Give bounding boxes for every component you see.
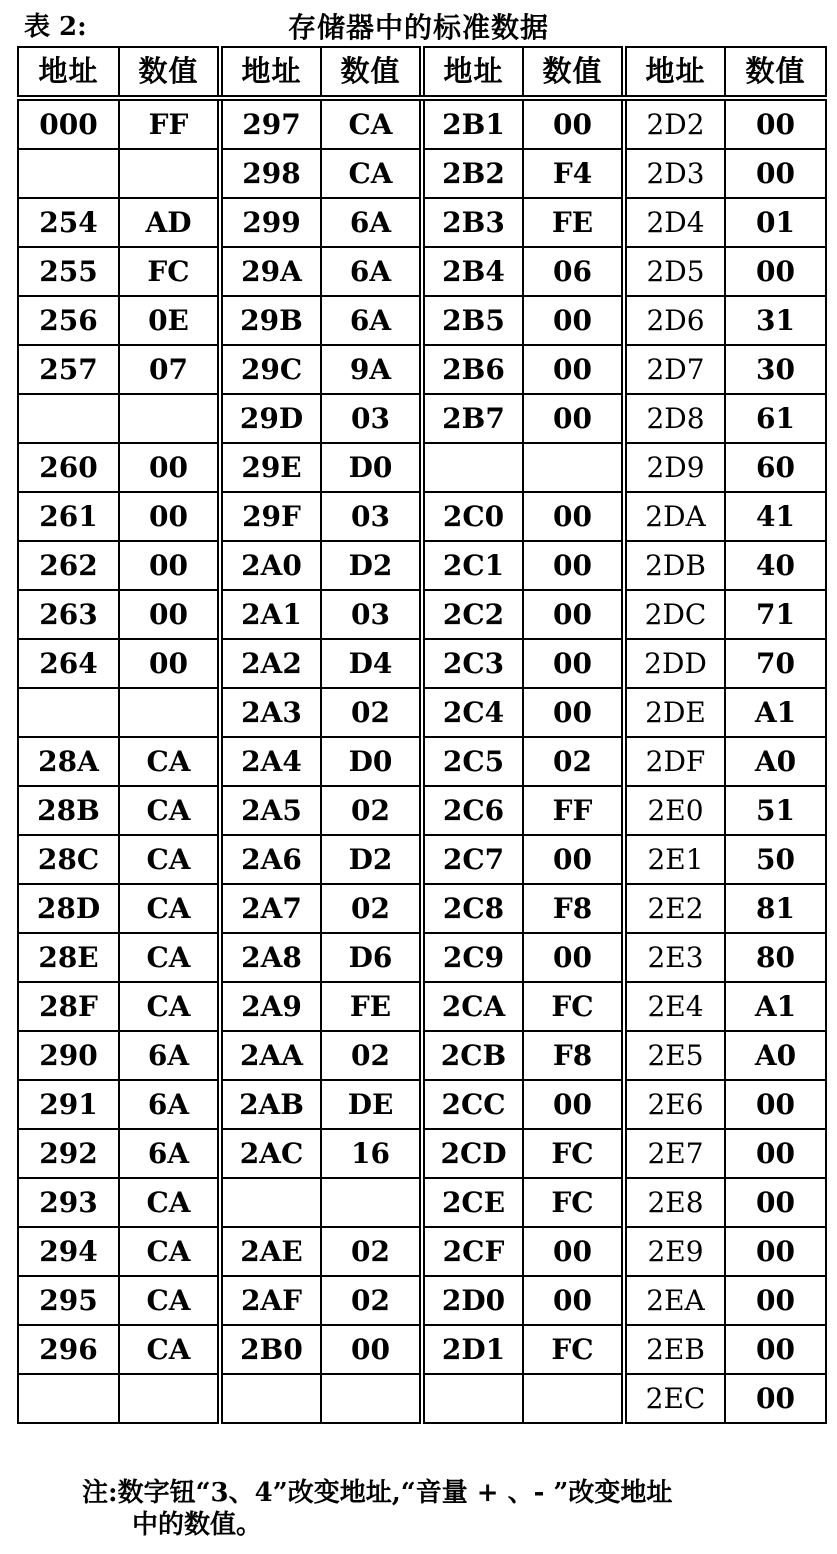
address-cell: 2CA [422, 982, 523, 1031]
value-cell: CA [119, 835, 220, 884]
value-cell: 00 [725, 1227, 826, 1276]
value-cell: 00 [523, 1080, 624, 1129]
address-cell [18, 1374, 119, 1423]
address-cell: 2DF [624, 737, 725, 786]
value-cell: 00 [523, 688, 624, 737]
table-row [18, 198, 826, 247]
address-cell: 2A0 [220, 541, 321, 590]
address-cell: 254 [18, 198, 119, 247]
address-cell [422, 1374, 523, 1423]
value-cell: 02 [321, 884, 422, 933]
table-row [18, 296, 826, 345]
address-cell: 2DC [624, 590, 725, 639]
address-cell: 28F [18, 982, 119, 1031]
value-cell: 01 [725, 198, 826, 247]
value-cell: F4 [523, 149, 624, 198]
table-row [18, 639, 826, 688]
value-cell: 6A [321, 247, 422, 296]
address-cell: 2A5 [220, 786, 321, 835]
address-cell: 2CE [422, 1178, 523, 1227]
value-cell: 0E [119, 296, 220, 345]
value-cell: 00 [119, 443, 220, 492]
address-cell [220, 1178, 321, 1227]
value-cell: D2 [321, 835, 422, 884]
value-cell: A0 [725, 1031, 826, 1080]
value-cell: 00 [725, 149, 826, 198]
value-cell [119, 149, 220, 198]
value-cell: D4 [321, 639, 422, 688]
address-cell: 2C6 [422, 786, 523, 835]
table-row [18, 1325, 826, 1374]
value-cell: 00 [523, 639, 624, 688]
value-cell: F8 [523, 1031, 624, 1080]
address-cell: 2D5 [624, 247, 725, 296]
address-cell: 2E7 [624, 1129, 725, 1178]
address-cell: 2A8 [220, 933, 321, 982]
value-cell: 06 [523, 247, 624, 296]
address-cell: 2C2 [422, 590, 523, 639]
table-row [18, 1129, 826, 1178]
address-cell: 2DB [624, 541, 725, 590]
address-cell: 2AC [220, 1129, 321, 1178]
table-title: 存储器中的标准数据 [288, 11, 550, 44]
address-cell: 2E5 [624, 1031, 725, 1080]
address-cell: 2B5 [422, 296, 523, 345]
table-row [18, 492, 826, 541]
address-cell: 2C3 [422, 639, 523, 688]
value-cell: 03 [321, 492, 422, 541]
value-cell: 00 [119, 492, 220, 541]
address-cell: 2EB [624, 1325, 725, 1374]
address-cell: 28E [18, 933, 119, 982]
address-cell [18, 688, 119, 737]
table-row [18, 149, 826, 198]
value-cell: CA [119, 982, 220, 1031]
table-row [18, 884, 826, 933]
value-cell: 00 [321, 1325, 422, 1374]
address-cell: 295 [18, 1276, 119, 1325]
address-cell: 2B2 [422, 149, 523, 198]
table-row [18, 688, 826, 737]
value-cell: 00 [523, 345, 624, 394]
column-header-value: 数值 [321, 47, 422, 98]
address-cell: 297 [220, 98, 321, 149]
address-cell: 2CF [422, 1227, 523, 1276]
table-row [18, 982, 826, 1031]
value-cell: 00 [523, 590, 624, 639]
address-cell: 2A9 [220, 982, 321, 1031]
address-cell: 29D [220, 394, 321, 443]
address-cell: 2D7 [624, 345, 725, 394]
table-row [18, 737, 826, 786]
address-cell: 2E4 [624, 982, 725, 1031]
value-cell: CA [321, 149, 422, 198]
address-cell: 2C0 [422, 492, 523, 541]
address-cell: 290 [18, 1031, 119, 1080]
address-cell: 2A2 [220, 639, 321, 688]
value-cell: 00 [725, 247, 826, 296]
value-cell: 00 [523, 394, 624, 443]
value-cell: 60 [725, 443, 826, 492]
address-cell: 2CB [422, 1031, 523, 1080]
value-cell: 00 [523, 1227, 624, 1276]
address-cell: 29C [220, 345, 321, 394]
value-cell: DE [321, 1080, 422, 1129]
address-cell: 2D2 [624, 98, 725, 149]
value-cell: FC [523, 1129, 624, 1178]
value-cell: 00 [725, 1080, 826, 1129]
value-cell: 00 [725, 1178, 826, 1227]
address-cell: 264 [18, 639, 119, 688]
address-cell: 2AA [220, 1031, 321, 1080]
value-cell: 07 [119, 345, 220, 394]
address-cell: 2D4 [624, 198, 725, 247]
address-cell: 29F [220, 492, 321, 541]
value-cell: 02 [321, 1276, 422, 1325]
table-row [18, 1374, 826, 1423]
value-cell: FF [523, 786, 624, 835]
address-cell: 2C9 [422, 933, 523, 982]
address-cell: 2B0 [220, 1325, 321, 1374]
value-cell: CA [119, 737, 220, 786]
value-cell: 41 [725, 492, 826, 541]
value-cell: 02 [523, 737, 624, 786]
address-cell: 29B [220, 296, 321, 345]
address-cell: 255 [18, 247, 119, 296]
address-cell: 2B4 [422, 247, 523, 296]
address-cell: 2D0 [422, 1276, 523, 1325]
address-cell: 2D1 [422, 1325, 523, 1374]
value-cell: 16 [321, 1129, 422, 1178]
value-cell: 00 [523, 98, 624, 149]
address-cell: 2B3 [422, 198, 523, 247]
value-cell: CA [119, 1227, 220, 1276]
address-cell: 2E2 [624, 884, 725, 933]
column-header-address: 地址 [18, 47, 119, 98]
address-cell: 2E3 [624, 933, 725, 982]
column-header-address: 地址 [220, 47, 321, 98]
address-cell: 2EC [624, 1374, 725, 1423]
address-cell: 2AB [220, 1080, 321, 1129]
value-cell: 9A [321, 345, 422, 394]
address-cell: 2DA [624, 492, 725, 541]
table-row [18, 1178, 826, 1227]
address-cell: 2E0 [624, 786, 725, 835]
value-cell: 00 [523, 541, 624, 590]
table-row [18, 1080, 826, 1129]
value-cell: FC [523, 1325, 624, 1374]
value-cell: 02 [321, 786, 422, 835]
table-row [18, 933, 826, 982]
address-cell: 2A6 [220, 835, 321, 884]
address-cell: 2D3 [624, 149, 725, 198]
address-cell [422, 443, 523, 492]
address-cell: 2D6 [624, 296, 725, 345]
value-cell: 00 [119, 639, 220, 688]
address-cell: 000 [18, 98, 119, 149]
table-row [18, 1276, 826, 1325]
address-cell: 2C7 [422, 835, 523, 884]
column-header-value: 数值 [523, 47, 624, 98]
address-cell: 256 [18, 296, 119, 345]
address-cell: 2C5 [422, 737, 523, 786]
value-cell: 6A [119, 1129, 220, 1178]
value-cell [321, 1178, 422, 1227]
value-cell: CA [321, 98, 422, 149]
value-cell: 30 [725, 345, 826, 394]
value-cell: 00 [523, 492, 624, 541]
value-cell [119, 394, 220, 443]
value-cell: D0 [321, 737, 422, 786]
address-cell: 2B7 [422, 394, 523, 443]
address-cell: 2D9 [624, 443, 725, 492]
address-cell: 2A3 [220, 688, 321, 737]
address-cell: 29E [220, 443, 321, 492]
value-cell: CA [119, 1178, 220, 1227]
address-cell: 28C [18, 835, 119, 884]
address-cell: 28D [18, 884, 119, 933]
column-header-value: 数值 [725, 47, 826, 98]
address-cell [18, 394, 119, 443]
address-cell: 28B [18, 786, 119, 835]
value-cell: 00 [725, 1276, 826, 1325]
value-cell: CA [119, 1276, 220, 1325]
value-cell: 6A [321, 296, 422, 345]
table-row [18, 541, 826, 590]
address-cell: 2A1 [220, 590, 321, 639]
address-cell: 2B6 [422, 345, 523, 394]
value-cell: 03 [321, 394, 422, 443]
table-row [18, 786, 826, 835]
value-cell: 6A [119, 1080, 220, 1129]
value-cell: 61 [725, 394, 826, 443]
value-cell: D2 [321, 541, 422, 590]
value-cell: CA [119, 884, 220, 933]
address-cell: 2DD [624, 639, 725, 688]
address-cell: 2CD [422, 1129, 523, 1178]
address-cell: 2A7 [220, 884, 321, 933]
table-row [18, 1031, 826, 1080]
value-cell: CA [119, 1325, 220, 1374]
value-cell: 02 [321, 688, 422, 737]
value-cell: 00 [523, 933, 624, 982]
address-cell: 2E1 [624, 835, 725, 884]
address-cell [18, 149, 119, 198]
address-cell: 2E9 [624, 1227, 725, 1276]
address-cell: 2AE [220, 1227, 321, 1276]
column-header-value: 数值 [119, 47, 220, 98]
value-cell: 6A [119, 1031, 220, 1080]
address-cell [220, 1374, 321, 1423]
value-cell [119, 1374, 220, 1423]
value-cell: 40 [725, 541, 826, 590]
address-cell: 294 [18, 1227, 119, 1276]
value-cell: 00 [119, 590, 220, 639]
address-cell: 296 [18, 1325, 119, 1374]
address-cell: 2E6 [624, 1080, 725, 1129]
value-cell [523, 443, 624, 492]
value-cell: 70 [725, 639, 826, 688]
value-cell: 00 [523, 1276, 624, 1325]
value-cell: D0 [321, 443, 422, 492]
address-cell: 2E8 [624, 1178, 725, 1227]
value-cell: F8 [523, 884, 624, 933]
value-cell: 00 [119, 541, 220, 590]
memory-data-table [17, 46, 827, 1424]
address-cell: 291 [18, 1080, 119, 1129]
table-row [18, 590, 826, 639]
value-cell: 00 [523, 296, 624, 345]
address-cell: 2B1 [422, 98, 523, 149]
address-cell: 292 [18, 1129, 119, 1178]
address-cell: 257 [18, 345, 119, 394]
address-cell: 293 [18, 1178, 119, 1227]
address-cell: 2C4 [422, 688, 523, 737]
table-header-row [18, 47, 826, 98]
table-caption [18, 4, 818, 44]
address-cell: 2C1 [422, 541, 523, 590]
table-row [18, 247, 826, 296]
value-cell: CA [119, 786, 220, 835]
value-cell: AD [119, 198, 220, 247]
value-cell: 31 [725, 296, 826, 345]
address-cell: 2D8 [624, 394, 725, 443]
address-cell: 263 [18, 590, 119, 639]
address-cell: 29A [220, 247, 321, 296]
value-cell: 00 [725, 1129, 826, 1178]
value-cell: FE [523, 198, 624, 247]
value-cell: FF [119, 98, 220, 149]
value-cell: A1 [725, 688, 826, 737]
address-cell: 299 [220, 198, 321, 247]
footnote [82, 1477, 802, 1541]
value-cell: 6A [321, 198, 422, 247]
table-row [18, 345, 826, 394]
footnote-line-1: 注:数字钮“3、4”改变地址,“音量 + 、- ”改变地址 [82, 1478, 673, 1508]
value-cell [523, 1374, 624, 1423]
value-cell: 02 [321, 1031, 422, 1080]
address-cell: 262 [18, 541, 119, 590]
value-cell: 00 [523, 835, 624, 884]
value-cell: FC [523, 982, 624, 1031]
value-cell: 00 [725, 1374, 826, 1423]
value-cell: D6 [321, 933, 422, 982]
value-cell: 00 [725, 1325, 826, 1374]
address-cell: 2CC [422, 1080, 523, 1129]
value-cell: 71 [725, 590, 826, 639]
address-cell: 2DE [624, 688, 725, 737]
value-cell: FC [523, 1178, 624, 1227]
table-row [18, 443, 826, 492]
footnote-line-2: 中的数值。 [132, 1510, 263, 1540]
column-header-address: 地址 [422, 47, 523, 98]
value-cell: 81 [725, 884, 826, 933]
value-cell [321, 1374, 422, 1423]
address-cell: 2EA [624, 1276, 725, 1325]
value-cell: 50 [725, 835, 826, 884]
value-cell: FE [321, 982, 422, 1031]
table-number-label: 表 2: [24, 12, 87, 42]
value-cell: 80 [725, 933, 826, 982]
value-cell: CA [119, 933, 220, 982]
value-cell [119, 688, 220, 737]
address-cell: 261 [18, 492, 119, 541]
table-row [18, 394, 826, 443]
address-cell: 2AF [220, 1276, 321, 1325]
value-cell: 51 [725, 786, 826, 835]
table-body [18, 98, 826, 1423]
table-row [18, 835, 826, 884]
value-cell: A0 [725, 737, 826, 786]
address-cell: 298 [220, 149, 321, 198]
value-cell: 00 [725, 98, 826, 149]
table-row [18, 98, 826, 149]
value-cell: A1 [725, 982, 826, 1031]
value-cell: 02 [321, 1227, 422, 1276]
column-header-address: 地址 [624, 47, 725, 98]
value-cell: FC [119, 247, 220, 296]
table-row [18, 1227, 826, 1276]
value-cell: 03 [321, 590, 422, 639]
address-cell: 260 [18, 443, 119, 492]
address-cell: 2C8 [422, 884, 523, 933]
address-cell: 2A4 [220, 737, 321, 786]
address-cell: 28A [18, 737, 119, 786]
